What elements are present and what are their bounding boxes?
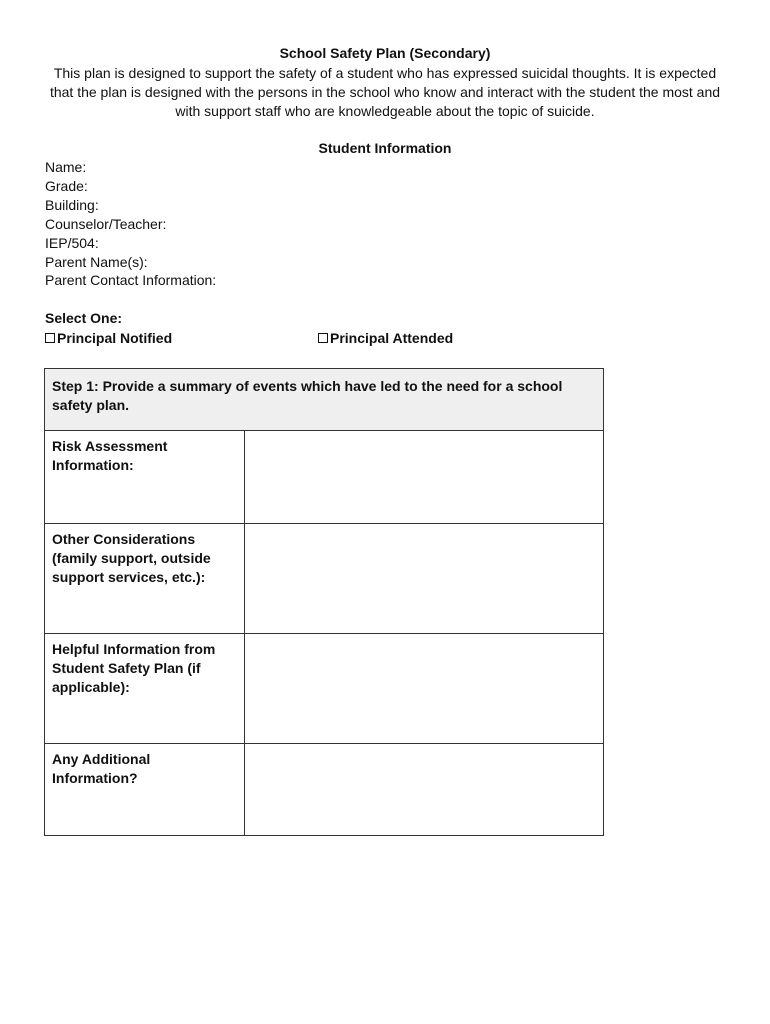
principal-attended-option[interactable] [318, 330, 453, 346]
document-title: School Safety Plan (Secondary) [279, 45, 491, 61]
field-parent-names[interactable]: Parent Name(s): [45, 253, 148, 270]
row-input-other-considerations[interactable] [245, 524, 603, 633]
student-info-fields [45, 158, 216, 290]
table-row-risk-assessment [45, 431, 603, 524]
select-one-label: Select One: [45, 310, 123, 326]
field-grade[interactable]: Grade: [45, 177, 88, 194]
principal-notified-label: Principal Notified [57, 330, 173, 346]
principal-notified-checkbox[interactable] [45, 333, 55, 343]
principal-attended-label: Principal Attended [330, 330, 454, 346]
principal-attended-checkbox[interactable] [318, 333, 328, 343]
row-input-risk-assessment[interactable] [245, 431, 603, 523]
student-information-heading: Student Information [318, 140, 452, 156]
field-building[interactable]: Building: [45, 196, 99, 213]
field-counselor-teacher[interactable]: Counselor/Teacher: [45, 215, 167, 232]
row-label-helpful-information: Helpful Information from Student Safety Plan (if applicable): [45, 634, 245, 743]
row-label-other-considerations: Other Considerations (family support, outside support services, etc.): [45, 524, 245, 633]
field-parent-contact[interactable]: Parent Contact Information: [45, 272, 217, 289]
intro-paragraph: This plan is designed to support the safety of a student who has expressed suicidal thoughts. It is expected that the plan is designed with the persons in the school who know and interact with the student the most and with support staff who are knowledgeable about the topic of suicide. [49, 65, 721, 119]
principal-notified-option[interactable] [45, 330, 172, 346]
table-row-helpful-information [45, 634, 603, 744]
field-iep-504[interactable]: IEP/504: [45, 234, 99, 251]
field-name[interactable]: Name: [45, 159, 87, 175]
row-input-additional-information[interactable] [245, 744, 603, 835]
step1-table [44, 368, 604, 836]
table-row-other-considerations [45, 524, 603, 634]
row-label-additional-information: Any Additional Information? [45, 744, 245, 835]
row-input-helpful-information[interactable] [245, 634, 603, 743]
step1-header: Step 1: Provide a summary of events which have led to the need for a school safety plan. [45, 369, 603, 431]
table-row-additional-information [45, 744, 603, 835]
row-label-risk-assessment: Risk Assessment Information: [45, 431, 245, 523]
